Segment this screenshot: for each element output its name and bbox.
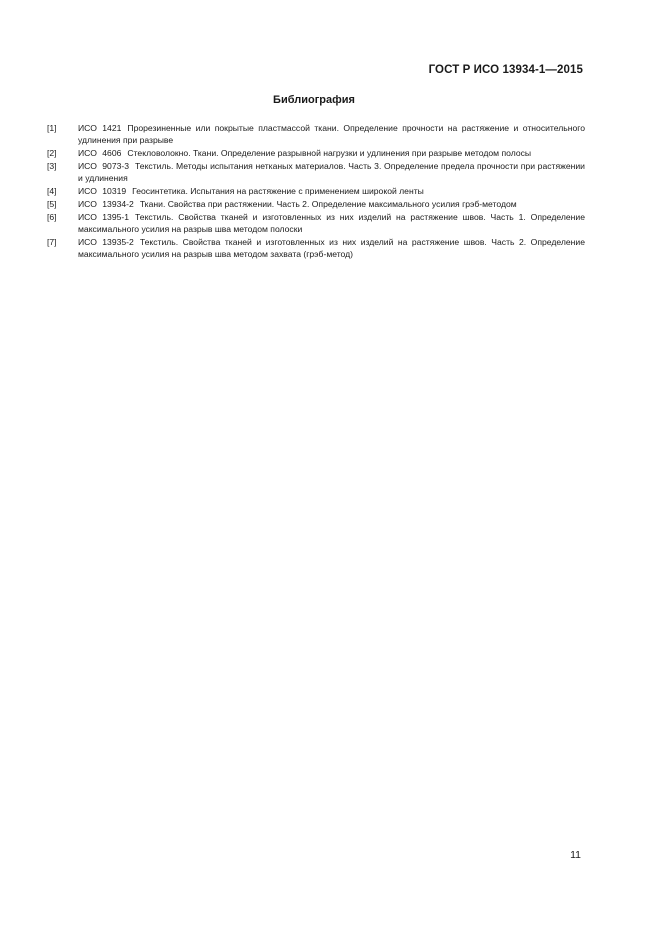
entry-number: [3] <box>47 160 57 171</box>
entry-title: Прорезиненные или покрытые пластмассой ткани. Определение прочности на растяжение и относительного удлинения при разрыве <box>78 123 585 145</box>
bibliography-entry <box>47 186 585 198</box>
standard-code: ИСО 1395-1 <box>78 212 130 223</box>
entry-text-block <box>78 237 585 260</box>
standard-code: ИСО 13934-2 <box>78 198 134 209</box>
standard-code: ИСО 13935-2 <box>78 236 134 247</box>
standard-code: ИСО 4606 <box>78 147 122 158</box>
entry-number: [5] <box>47 198 57 209</box>
bibliography-entry <box>47 212 585 235</box>
entry-title: Стекловолокно. Ткани. Определение разрывной нагрузки и удлинения при разрыве методом полосы <box>127 147 532 158</box>
entry-number: [7] <box>47 236 57 247</box>
standard-code: ИСО 1421 <box>78 123 122 133</box>
entry-title: Текстиль. Свойства тканей и изготовленных из них изделий на растяжение швов. Часть 2. Определение максимального усилия на разрыв шва методом захвата (грэб-метод) <box>78 236 585 259</box>
entry-number: [6] <box>47 212 57 223</box>
bibliography-entry <box>47 199 585 211</box>
entry-text-block <box>78 199 585 211</box>
entry-text-block <box>78 212 585 235</box>
standard-code: ИСО 10319 <box>78 185 127 196</box>
entry-text-block <box>78 161 585 184</box>
entry-text-block <box>78 123 585 146</box>
entry-number: [1] <box>47 123 57 133</box>
bibliography-list <box>47 123 585 262</box>
entry-number: [2] <box>47 147 57 158</box>
entry-text-block <box>78 186 585 198</box>
document-id-header: ГОСТ Р ИСО 13934-1—2015 <box>428 64 583 76</box>
entry-title: Ткани. Свойства при растяжении. Часть 2. Определение максимального усилия грэб-методом <box>139 198 517 209</box>
standard-code: ИСО 9073-3 <box>78 160 130 171</box>
bibliography-entry <box>47 161 585 184</box>
entry-text-block <box>78 148 585 160</box>
bibliography-entry <box>47 123 585 146</box>
entry-number: [4] <box>47 185 57 196</box>
entry-title: Текстиль. Свойства тканей и изготовленных из них изделий на растяжение швов. Часть 1. Определение максимального усилия на разрыв шва методом полоски <box>78 212 585 234</box>
bibliography-entry <box>47 237 585 260</box>
entry-title: Геосинтетика. Испытания на растяжение с применением широкой ленты <box>132 185 424 196</box>
entry-title: Текстиль. Методы испытания нетканых материалов. Часть 3. Определение предела прочности при растяжении и удлинения <box>78 160 585 183</box>
section-title: Библиография <box>273 94 355 106</box>
bibliography-entry <box>47 148 585 160</box>
page-number: 11 <box>570 849 581 861</box>
